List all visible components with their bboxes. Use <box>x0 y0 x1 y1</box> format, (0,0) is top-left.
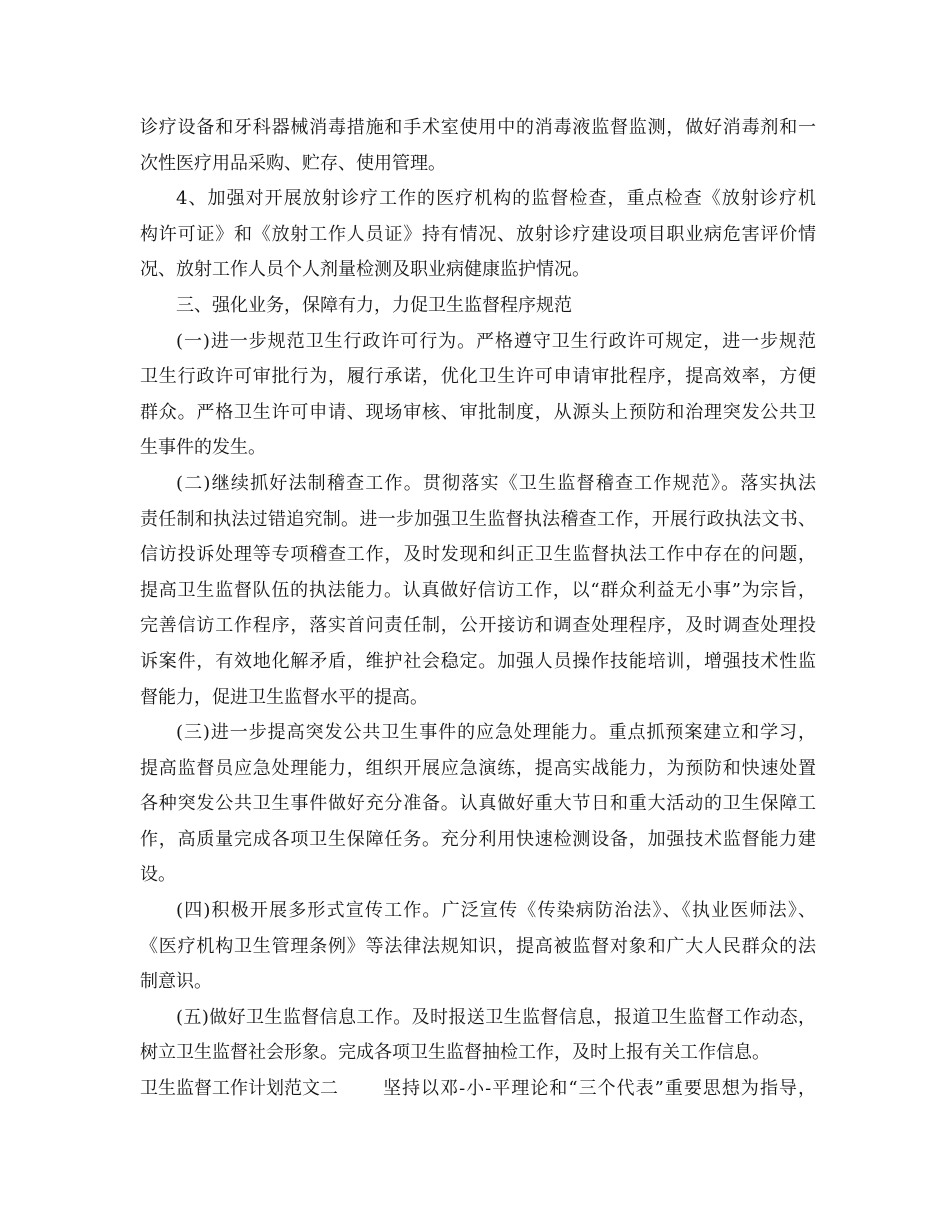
text-line: 树立卫生监督社会形象。完成各项卫生监督抽检工作，及时上报有关工作信息。 <box>140 1042 770 1064</box>
text-line: 提高卫生监督队伍的执法能力。认真做好信访工作，以“群众利益无小事”为宗旨， <box>140 579 816 601</box>
text-line: 况、放射工作人员个人剂量检测及职业病健康监护情况。 <box>140 259 590 281</box>
text-line: 群众。严格卫生许可申请、现场审核、审批制度，从源头上预防和治理突发公共卫 <box>140 401 816 423</box>
text-line: 完善信访工作程序，落实首问责任制，公开接访和调查处理程序，及时调查处理投 <box>140 615 816 637</box>
document-heading: 卫生监督工作计划范文二 <box>140 1078 338 1100</box>
text-line: 坚持以邓-小-平理论和“三个代表”重要思想为指导， <box>383 1078 816 1100</box>
text-line: 作，高质量完成各项卫生保障任务。充分利用快速检测设备，加强技术监督能力建 <box>140 828 816 850</box>
text-line: 各种突发公共卫生事件做好充分准备。认真做好重大节日和重大活动的卫生保障工 <box>140 793 816 815</box>
text-line: 诊疗设备和牙科器械消毒措施和手术室使用中的消毒液监督监测，做好消毒剂和一 <box>140 117 816 138</box>
text-line: 提高监督员应急处理能力，组织开展应急演练，提高实战能力，为预防和快速处置 <box>140 757 816 779</box>
text-line: 卫生行政许可审批行为，履行承诺，优化卫生许可申请审批程序，提高效率，方便 <box>140 366 816 388</box>
next-section-line <box>140 1071 816 1107</box>
text-line: 4、加强对开展放射诊疗工作的医疗机构的监督检查，重点检查《放射诊疗机 <box>176 188 816 210</box>
text-line: 生事件的发生。 <box>140 437 266 459</box>
text-line: 构许可证》和《放射工作人员证》持有情况、放射诊疗建设项目职业病危害评价情 <box>140 223 816 245</box>
text-line: 信访投诉处理等专项稽查工作，及时发现和纠正卫生监督执法工作中存在的问题， <box>140 544 816 566</box>
text-line: 《医疗机构卫生管理条例》等法律法规知识，提高被监督对象和广大人民群众的法 <box>140 935 816 957</box>
document-page <box>140 110 816 1107</box>
text-line: 设。 <box>140 864 176 886</box>
text-line: (三)进一步提高突发公共卫生事件的应急处理能力。重点抓预案建立和学习， <box>176 722 816 744</box>
text-line: 次性医疗用品采购、贮存、使用管理。 <box>140 152 446 174</box>
text-line: 责任制和执法过错追究制。进一步加强卫生监督执法稽查工作，开展行政执法文书、 <box>140 508 816 530</box>
section-heading: 三、强化业务，保障有力，力促卫生监督程序规范 <box>176 294 572 316</box>
text-line: 诉案件，有效地化解矛盾，维护社会稳定。加强人员操作技能培训，增强技术性监 <box>140 650 816 672</box>
text-line: 督能力，促进卫生监督水平的提高。 <box>140 686 428 708</box>
text-line: (二)继续抓好法制稽查工作。贯彻落实《卫生监督稽查工作规范》。落实执法 <box>176 472 816 494</box>
text-line: (四)积极开展多形式宣传工作。广泛宣传《传染病防治法》、《执业医师法》、 <box>176 900 816 922</box>
text-line: (一)进一步规范卫生行政许可行为。严格遵守卫生行政许可规定，进一步规范 <box>176 330 816 352</box>
text-line: 制意识。 <box>140 971 212 993</box>
text-line: (五)做好卫生监督信息工作。及时报送卫生监督信息，报道卫生监督工作动态， <box>176 1006 816 1028</box>
